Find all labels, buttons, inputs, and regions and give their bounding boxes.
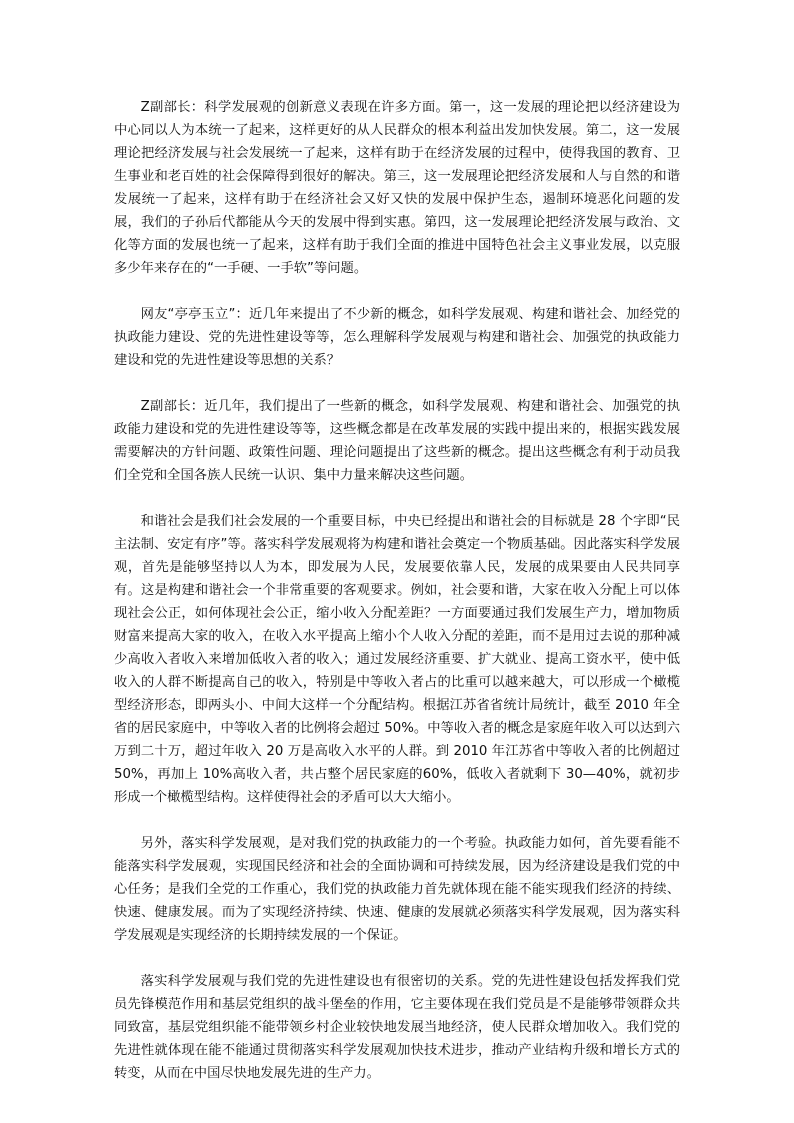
- paragraph-answer-concepts: Z副部长：近几年，我们提出了一些新的概念，如科学发展观、构建和谐社会、加强党的执政能力建设和党的先进性建设等等，这些概念都是在改革发展的实践中提出来的，根据实践发展需要解决的方针问题、政策性问题、理论问题提出了这些新的概念。提出这些概念有利于动员我们全党和全国各族人民统一认识、集中力量来解决这些问题。: [114, 399, 680, 483]
- paragraph-party-advancement: 落实科学发展观与我们党的先进性建设也有很密切的关系。党的先进性建设包括发挥我们党员先锋模范作用和基层党组织的战斗堡垒的作用，它主要体现在我们党员是不是能够带领群众共同致富，基层党组织能不能带领乡村企业较快地发展当地经济，使人民群众增加收入。我们党的先进性就体现在能不能通过贯彻落实科学发展观加快技术进步，推动产业结构升级和增长方式的转变，从而在中国尽快地发展先进的生产力。: [114, 974, 680, 1081]
- paragraph-governing-capacity: 另外，落实科学发展观，是对我们党的执政能力的一个考验。执政能力如何，首先要看能不能落实科学发展观，实现国民经济和社会的全面协调和可持续发展，因为经济建设是我们党的中心任务；是我们全党的工作重心，我们党的执政能力首先就体现在能不能实现我们经济的持续、快速、健康发展。而为了实现经济持续、快速、健康的发展就必须落实科学发展观，因为落实科学发展观是实现经济的长期持续发展的一个保证。: [114, 836, 680, 943]
- paragraph-netizen-question: 网友“亭亭玉立”：近几年来提出了不少新的概念，如科学发展观、构建和谐社会、加经党的执政能力建设、党的先进性建设等等，怎么理解科学发展观与构建和谐社会、加强党的执政能力建设和党的先进性建设等思想的关系？: [114, 307, 680, 368]
- paragraph-answer-innovation: Z副部长：科学发展观的创新意义表现在许多方面。第一，这一发展的理论把以经济建设为中心同以人为本统一了起来，这样更好的从人民群众的根本利益出发加快发展。第二，这一发展理论把经济发展与社会发展统一了起来，这样有助于在经济发展的过程中，使得我国的教育、卫生事业和老百姓的社会保障得到很好的解决。第三，这一发展理论把经济发展和人与自然的和谐发展统一了起来，这样有助于在经济社会又好又快的发展中保护生态，遏制环境恶化问题的发展，我们的子孙后代都能从今天的发展中得到实惠。第四，这一发展理论把经济发展与政治、文化等方面的发展也统一了起来，这样有助于我们全面的推进中国特色社会主义事业发展，以克服多少年来存在的“一手硬、一手软”等问题。: [114, 100, 680, 276]
- document-page: [114, 96, 680, 1108]
- paragraph-harmonious-society: 和谐社会是我们社会发展的一个重要目标，中央已经提出和谐社会的目标就是 28 个字即“民主法制、安定有序”等。落实科学发展观将为构建和谐社会奠定一个物质基础。因此落实科学发展观，首先是能够坚持以人为本，即发展为人民，发展要依靠人民，发展的成果要由人民共同享有。这是构建和谐社会一个非常重要的客观要求。例如，社会要和谐，大家在收入分配上可以体现社会公正，如何体现社会公正，缩小收入分配差距？一方面要通过我们发展生产力，增加物质财富来提高大家的收入，在收入水平提高上缩小个人收入分配的差距，而不是用过去说的那种减少高收入者收入来增加低收入者的收入；通过发展经济重要、扩大就业、提高工资水平，使中低收入的人群不断提高自己的收入，特别是中等收入者占的比重可以越来越大，可以形成一个橄榄型经济形态，即两头小、中间大这样一个分配结构。根据江苏省省统计局统计，截至 2010 年全省的居民家庭中，中等收入者的比例将会超过 50%。中等收入者的概念是家庭年收入可以达到六万到二十万，超过年收入 20 万是高收入水平的人群。到 2010 年江苏省中等收入者的比例超过 50%，再加上 10%高收入者，共占整个居民家庭的60%，低收入者就剩下 30—40%，就初步形成一个橄榄型结构。这样使得社会的矛盾可以大大缩小。: [114, 514, 680, 805]
